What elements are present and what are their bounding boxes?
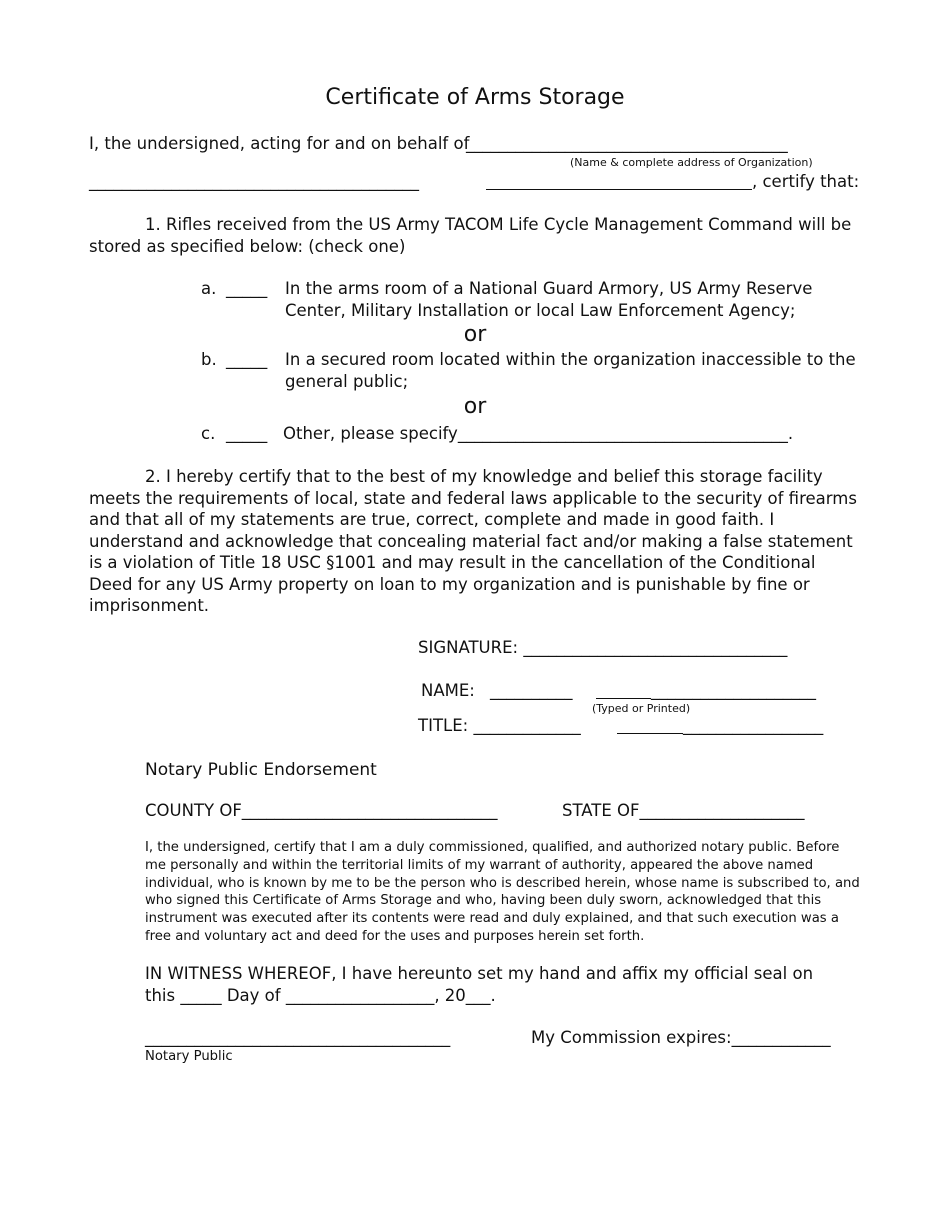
name-field-left[interactable]: __________ [490,681,573,700]
witness-line-1: IN WITNESS WHEREOF, I have hereunto set my hand and affix my official seal on [145,964,814,983]
option-a-text: In the arms room of a National Guard Armory, US Army Reserve Center, Military Installation or local Law Enforcement Agency; [285,279,813,320]
option-c-letter: c. [201,424,216,443]
notary-heading: Notary Public Endorsement [145,760,377,780]
organization-underline [486,189,752,190]
organization-field-line2[interactable]: ________________________________________ [89,172,419,191]
witness-line-2[interactable]: this _____ Day of __________________, 20___. [145,986,496,1005]
item-2-text: 2. I hereby certify that to the best of my knowledge and belief this storage facility meets the requirements of local, state and federal laws applicable to the security of firearms and that all of my statements are true, correct, complete and made in good faith. I understand and acknowledge that concealing material fact and/or making a false statement is a violation of Title 18 USC §1001 and may result in the cancellation of the Conditional Deed for any US Army property on loan to my organization and is punishable by fine or imprisonment. [89,467,857,615]
title-field-right[interactable]: _________________ [683,716,824,735]
organization-field[interactable]: _______________________________________ [466,134,788,153]
or-separator-1: or [463,322,487,347]
notary-body-text: I, the undersigned, certify that I am a duly commissioned, qualified, and authorized notary public. Before me personally and within the territorial limits of my warrant of authority, appeared the above named individual, who is known by me to be the person who is described herein, whose name is subscribed to, and who signed this Certificate of Arms Storage and who, having been duly sworn, acknowledged that this instrument was executed after its contents were read and duly explained, and that such execution was a free and voluntary act and deed for the uses and purposes herein set forth. [145,840,860,944]
option-c-checkbox-blank[interactable]: _____ [226,424,268,443]
typed-caption: (Typed or Printed) [592,702,691,715]
certify-that-text: , certify that: [752,172,860,191]
state-field[interactable]: STATE OF____________________ [562,801,805,820]
name-field-right[interactable]: ____________________ [651,681,816,700]
item-1-text: 1. Rifles received from the US Army TACOM Life Cycle Management Command will be stored as specified below: (check one) [89,215,852,256]
county-field[interactable]: COUNTY OF_______________________________ [145,801,498,820]
organization-caption: (Name & complete address of Organization) [570,156,813,169]
option-c-text[interactable]: Other, please specify________________________________________. [283,424,794,443]
commission-expires-field[interactable]: My Commission expires:____________ [531,1028,831,1047]
name-underline [596,698,651,699]
name-label: NAME: [421,681,475,700]
title-field[interactable]: TITLE: _____________ [418,716,581,735]
document-title: Certificate of Arms Storage [325,85,625,110]
title-underline [617,733,683,734]
notary-signature-field[interactable]: _____________________________________ [145,1028,451,1047]
option-a-letter: a. [201,279,217,298]
option-a-checkbox-blank[interactable]: _____ [226,279,268,298]
notary-public-caption: Notary Public [145,1049,233,1064]
option-b-text: In a secured room located within the organization inaccessible to the general public; [285,350,856,391]
option-b-checkbox-blank[interactable]: _____ [226,350,268,369]
option-b-letter: b. [201,350,217,369]
on-behalf-of-text: I, the undersigned, acting for and on behalf of [89,134,470,153]
or-separator-2: or [463,394,487,419]
signature-field[interactable]: SIGNATURE: ________________________________ [418,638,788,657]
